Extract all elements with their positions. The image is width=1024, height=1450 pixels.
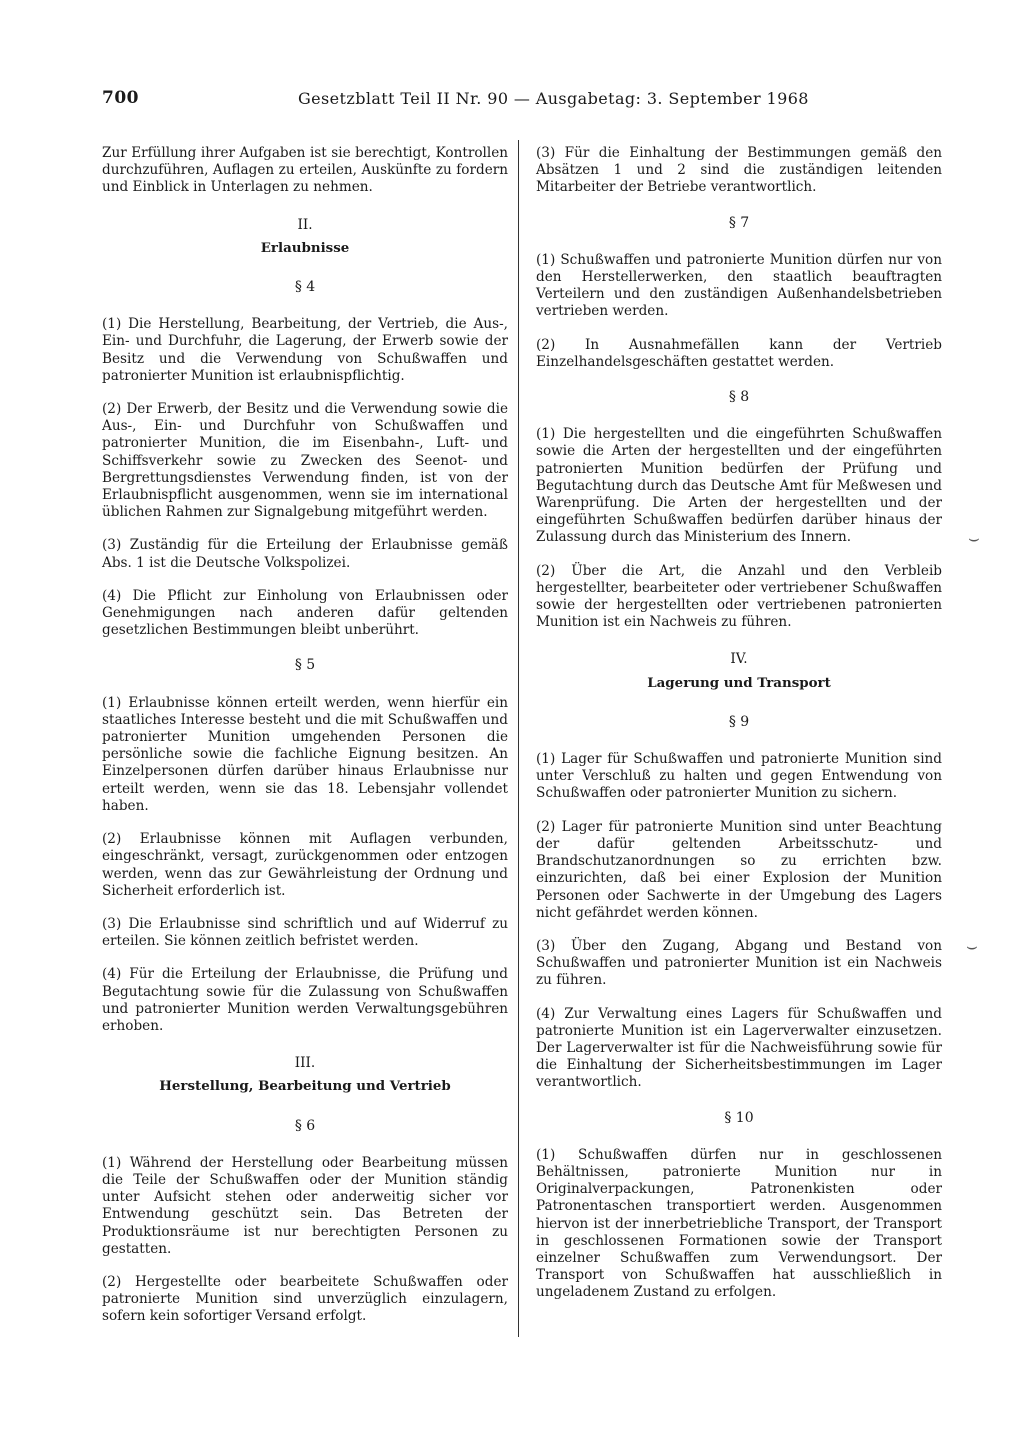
right-column — [536, 145, 942, 1318]
paragraph: (4) Die Pflicht zur Einholung von Erlaubnissen oder Genehmigungen nach anderen dafür geltenden gesetzlichen Bestimmungen bleibt unberührt. — [102, 587, 508, 639]
chapter-number: IV. — [730, 651, 748, 668]
paragraph: (1) Die Herstellung, Bearbeitung, der Vertrieb, die Aus-, Ein- und Durchfuhr, die Lagerung, der Erwerb sowie der Besitz und die Verwendung von Schußwaffen und patronierter Munition ist erlaubnispflichtig. — [102, 316, 508, 384]
paragraph: (3) Die Erlaubnisse sind schriftlich und auf Widerruf zu erteilen. Sie können zeitlich befristet werden. — [102, 915, 508, 950]
section-heading: § 9 — [728, 713, 750, 730]
paragraph: (4) Zur Verwaltung eines Lagers für Schußwaffen und patronierte Munition ist ein Lagerverwalter einzusetzen. Der Lagerverwalter ist für die Nachweisführung sowie für die Einhaltung der Sicherheitsbestimmungen im Lager verantwortlich. — [536, 1005, 942, 1091]
left-column — [102, 145, 508, 1342]
chapter-number: II. — [297, 216, 313, 233]
paragraph: (3) Für die Einhaltung der Bestimmungen gemäß den Absätzen 1 und 2 sind die zuständigen leitenden Mitarbeiter der Betriebe verantwortlich. — [536, 145, 942, 196]
paragraph: (2) Der Erwerb, der Besitz und die Verwendung sowie die Aus-, Ein- und Durchfuhr von Schußwaffen und patronierter Munition, die im Eisenbahn-, Luft- und Schiffsverkehr sowie zu Zwecken des Seenot- und Bergrettungsdienstes Verwendung finden, ist von der Erlaubnispflicht ausgenommen, wenn sie im international üblichen Rahmen zur Signalgebung mitgeführt werden. — [102, 401, 508, 521]
section-heading: § 10 — [724, 1109, 754, 1126]
page-header — [102, 88, 944, 114]
paragraph: (1) Während der Herstellung oder Bearbeitung müssen die Teile der Schußwaffen oder der Munition ständig unter Aufsicht stehen oder anderweitig sicher vor Entwendung geschützt sein. Das Betreten der Produktionsräume ist nur berechtigten Personen zu gestatten. — [102, 1154, 508, 1257]
chapter-title: Lagerung und Transport — [647, 674, 831, 691]
page-number: 700 — [102, 88, 139, 108]
section-heading: § 6 — [294, 1117, 316, 1134]
paragraph: (1) Die hergestellten und die eingeführten Schußwaffen sowie die Arten der hergestellten und der eingeführten patronierten Munition bedürfen der Prüfung und Begutachtung durch das Deutsche Amt für Meßwesen und Warenprüfung. Die Arten der hergestellten und der eingeführten Schußwaffen bedürfen darüber hinaus der Zulassung durch das Ministerium des Innern. — [536, 426, 942, 546]
paragraph: (2) Über die Art, die Anzahl und den Verbleib hergestellter, bearbeiteter oder vertriebener Schußwaffen sowie der hergestellten oder vertriebenen patronierten Munition ist ein Nachweis zu führen. — [536, 562, 942, 631]
paragraph: Zur Erfüllung ihrer Aufgaben ist sie berechtigt, Kontrollen durchzuführen, Auflagen zu erteilen, Auskünfte zu fordern und Einblick in Unterlagen zu nehmen. — [102, 145, 508, 196]
section-heading: § 4 — [294, 279, 316, 296]
paragraph: (4) Für die Erteilung der Erlaubnisse, die Prüfung und Begutachtung sowie für die Zulassung von Schußwaffen und patronierter Munition werden Verwaltungsgebühren erhoben. — [102, 966, 508, 1034]
paragraph: (1) Schußwaffen dürfen nur in geschlossenen Behältnissen, patronierte Munition nur in Originalverpackungen, Patronenkisten oder Patronentaschen transportiert werden. Ausgenommen hiervon ist der innerbetriebliche Transport, der Transport in geschlossenen Formationen sowie der Transport einzelner Schußwaffen zum Verwendungsort. Der Transport von Schußwaffen hat ausschließlich in ungeladenem Zustand zu erfolgen. — [536, 1146, 942, 1301]
paragraph: (1) Lager für Schußwaffen und patronierte Munition sind unter Verschluß zu halten und gegen Entwendung von Schußwaffen oder patronierter Munition zu sichern. — [536, 751, 942, 802]
margin-scratch-mark: ⌣ — [968, 528, 980, 549]
chapter-title: Erlaubnisse — [260, 239, 350, 256]
paragraph: (3) Über den Zugang, Abgang und Bestand von Schußwaffen und patronierter Munition ist ein Nachweis zu führen. — [536, 937, 942, 989]
paragraph: (2) Lager für patronierte Munition sind unter Beachtung der dafür geltenden Arbeitsschutz- und Brandschutzanordnungen so zu errichten bzw. einzurichten, daß bei einer Explosion der Munition Personen oder Sachwerte in der Umgebung des Lagers nicht gefährdet werden können. — [536, 818, 942, 921]
chapter-title: Herstellung, Bearbeitung und Vertrieb — [159, 1078, 451, 1095]
section-heading: § 5 — [294, 657, 316, 674]
paragraph: (2) Hergestellte oder bearbeitete Schußwaffen oder patronierte Munition sind unverzüglich einzulagern, sofern kein sofortiger Versand erfolgt. — [102, 1273, 508, 1325]
margin-scratch-mark: ⌣ — [966, 936, 978, 957]
paragraph: (1) Erlaubnisse können erteilt werden, wenn hierfür ein staatliches Interesse besteht und die mit Schußwaffen und patronierter Munition umgehenden Personen die persönliche sowie die fachliche Eignung besitzen. An Einzelpersonen dürfen darüber hinaus Erlaubnisse nur erteilt werden, wenn sie das 18. Lebensjahr vollendet haben. — [102, 694, 508, 814]
column-divider — [518, 140, 519, 1337]
paragraph: (2) In Ausnahmefällen kann der Vertrieb Einzelhandelsgeschäften gestattet werden. — [536, 336, 942, 370]
header-title: Gesetzblatt Teil II Nr. 90 — Ausgabetag: 3. September 1968 — [298, 89, 809, 108]
paragraph: (1) Schußwaffen und patronierte Munition dürfen nur von den Herstellerwerken, den staatlich beauftragten Verteilern und den zuständigen Außenhandelsbetrieben vertrieben werden. — [536, 251, 942, 320]
section-heading: § 8 — [728, 389, 750, 406]
paragraph: (2) Erlaubnisse können mit Auflagen verbunden, eingeschränkt, versagt, zurückgenommen oder entzogen werden, wenn das zur Gewährleistung der Ordnung und Sicherheit erforderlich ist. — [102, 831, 508, 899]
paragraph: (3) Zuständig für die Erteilung der Erlaubnisse gemäß Abs. 1 ist die Deutsche Volkspolizei. — [102, 537, 508, 571]
section-heading: § 7 — [728, 214, 750, 231]
chapter-number: III. — [294, 1055, 316, 1072]
